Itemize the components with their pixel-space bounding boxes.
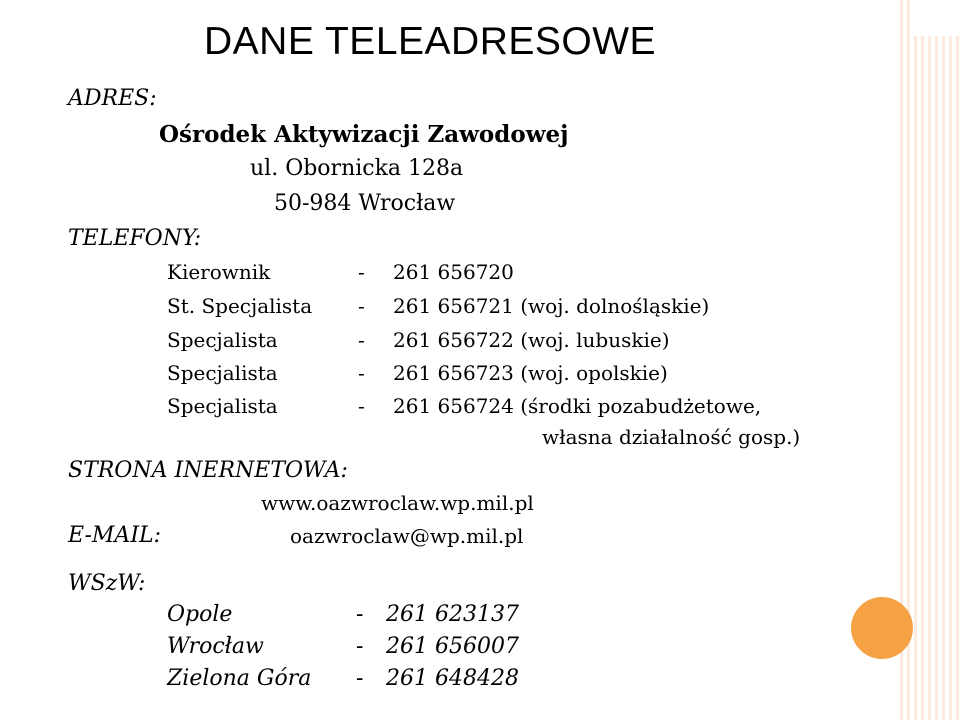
wszw-sep-2: - [356,666,364,691]
wszw-city-0: Opole [167,602,233,627]
address-city: 50-984 Wrocław [274,191,456,216]
website-url[interactable]: www.oazwroclaw.wp.mil.pl [261,491,534,515]
phone-number-0: 261 656720 [393,260,514,284]
phone-role-3: Specjalista [167,361,278,385]
stripes-gap [912,0,960,36]
phone-number-2: 261 656722 (woj. lubuskie) [393,328,670,352]
wszw-city-2: Zielona Góra [167,666,312,691]
phone-role-2: Specjalista [167,328,278,352]
wszw-number-1: 261 656007 [386,634,519,659]
phone-number-1: 261 656721 (woj. dolnośląskie) [393,294,710,318]
website-label: STRONA INERNETOWA: [68,458,348,483]
email-label: E-MAIL: [68,523,162,548]
phone-number-3: 261 656723 (woj. opolskie) [393,361,668,385]
wszw-label: WSzW: [68,571,146,596]
wszw-sep-1: - [356,634,364,659]
phone-sep-3: - [358,361,365,385]
page-title: DANE TELEADRESOWE [204,20,657,63]
address-label: ADRES: [68,86,157,111]
wszw-sep-0: - [356,602,364,627]
phones-label: TELEFONY: [68,226,202,251]
address-street: ul. Obornicka 128a [250,156,464,181]
phone-role-1: St. Specjalista [167,294,313,318]
address-org: Ośrodek Aktywizacji Zawodowej [159,121,569,148]
phone-number-4: 261 656724 (środki pozabudżetowe, [393,394,762,418]
phone-sep-1: - [358,294,365,318]
accent-dot [851,597,913,659]
phone-role-4: Specjalista [167,394,278,418]
wszw-number-0: 261 623137 [386,602,519,627]
phone-sep-2: - [358,328,365,352]
phone-sep-0: - [358,260,365,284]
phone-sep-4: - [358,394,365,418]
phone-role-0: Kierownik [167,260,271,284]
wszw-city-1: Wrocław [167,634,264,659]
wszw-number-2: 261 648428 [386,666,519,691]
email-address[interactable]: oazwroclaw@wp.mil.pl [290,524,524,548]
phone-continuation: własna działalność gosp.) [542,425,801,449]
